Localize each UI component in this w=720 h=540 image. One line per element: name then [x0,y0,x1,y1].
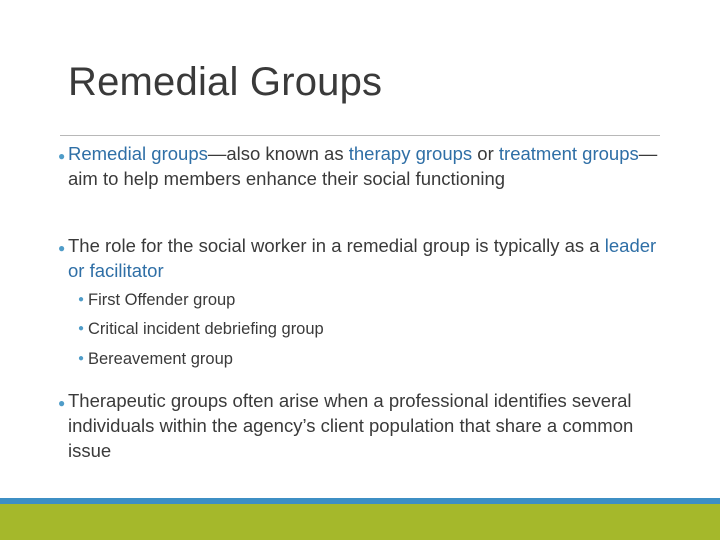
title-divider [60,135,660,136]
bullet-text: The role for the social worker in a remedial group is typically as a [68,235,605,256]
bullet-dot-icon: ● [78,294,85,305]
term-remedial-groups: Remedial groups [68,143,208,164]
bullet-text: Therapeutic groups often arise when a professional identifies several individuals within the agency’s client population that share a common issue [68,390,634,461]
bullet-text: —aim to help members enhance their social functioning [68,143,658,189]
term-treatment-groups: treatment groups [498,143,639,164]
bullet-dot-icon: ● [78,353,85,364]
bullet-remedial-groups [60,142,658,192]
bullet-dot-icon: ● [58,241,66,255]
footer-band [0,504,720,540]
term-leader-facilitator: leader or facilitator [68,235,657,281]
sub-bullet-bereavement [78,348,678,370]
bullet-text: or [472,143,499,164]
sub-bullet-critical-incident [78,318,678,340]
sub-bullet-text: Bereavement group [88,350,233,368]
term-therapy-groups: therapy groups [348,143,473,164]
bullet-dot-icon: ● [78,323,85,334]
bullet-social-worker-role [60,234,658,284]
sub-bullet-text: Critical incident debriefing group [88,320,324,338]
bullet-therapeutic-groups [60,389,658,464]
bullet-dot-icon: ● [58,149,66,163]
bullet-text: —also known as [207,143,349,164]
sub-bullet-first-offender [78,289,678,311]
bullet-dot-icon: ● [58,396,66,410]
slide-title: Remedial Groups [68,60,383,104]
sub-bullet-text: First Offender group [88,291,236,309]
